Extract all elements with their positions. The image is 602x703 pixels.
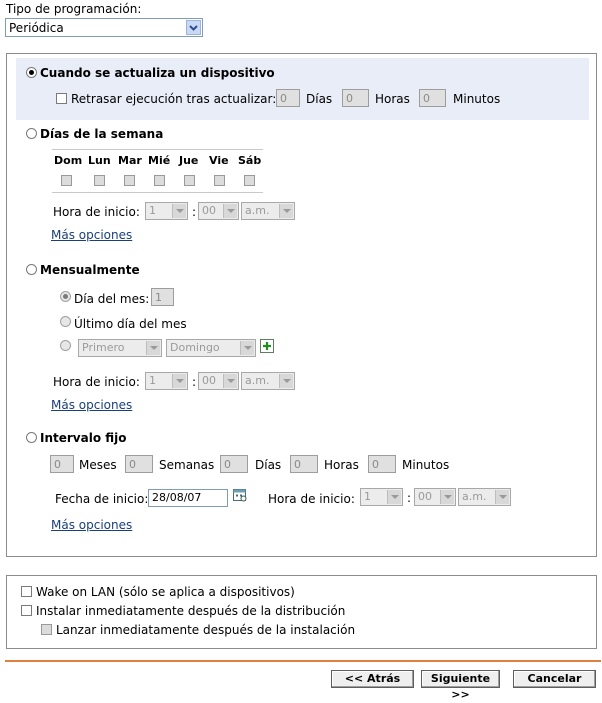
back-button[interactable]: << Atrás — [331, 670, 414, 688]
cancel-button[interactable]: Cancelar — [513, 670, 596, 688]
launch-immediately-label: Lanzar inmediatamente después de la instalación — [56, 623, 356, 637]
interval-hours-label: Horas — [324, 458, 359, 472]
delay-checkbox[interactable] — [56, 93, 67, 104]
delay-hours-label: Horas — [375, 92, 410, 106]
fixed-interval-radio[interactable] — [26, 432, 37, 443]
week-ordinal-select[interactable] — [78, 339, 162, 357]
days-of-week-label: Días de la semana — [40, 127, 164, 141]
weekday-value: Domingo — [170, 341, 220, 354]
chevron-down-icon — [240, 341, 254, 355]
delay-days-input[interactable]: 0 — [276, 89, 300, 107]
interval-minutes-input[interactable]: 0 — [368, 455, 396, 473]
interval-weeks-input[interactable]: 0 — [125, 455, 153, 473]
weekly-ampm-select[interactable] — [241, 202, 295, 220]
interval-months-label: Meses — [79, 458, 117, 472]
calendar-icon[interactable] — [233, 488, 247, 502]
weekly-ampm-value: a.m. — [245, 204, 270, 217]
add-icon[interactable] — [260, 339, 274, 353]
device-refresh-label: Cuando se actualiza un dispositivo — [40, 66, 275, 80]
days-of-week-radio[interactable] — [26, 128, 37, 139]
interval-hours-input[interactable]: 0 — [290, 455, 318, 473]
monthly-hour-select[interactable] — [145, 372, 188, 390]
monthly-label: Mensualmente — [40, 263, 140, 277]
time-separator: : — [192, 205, 197, 219]
monthly-ampm-select[interactable] — [241, 372, 295, 390]
interval-hour-select[interactable] — [360, 488, 403, 506]
interval-minutes-label: Minutos — [402, 458, 450, 472]
start-date-label: Fecha de inicio: — [55, 492, 149, 506]
install-immediately-label: Instalar inmediatamente después de la distribución — [36, 604, 346, 618]
chevron-down-icon — [440, 490, 454, 504]
time-separator: : — [407, 491, 412, 505]
monthly-minute-value: 00 — [202, 374, 216, 387]
monthly-radio[interactable] — [26, 264, 37, 275]
chevron-down-icon[interactable] — [186, 20, 201, 35]
interval-minute-select[interactable] — [414, 488, 456, 506]
weekday-header: Mié — [148, 154, 171, 167]
monthly-ampm-value: a.m. — [245, 374, 270, 387]
weekly-minute-select[interactable] — [198, 202, 239, 220]
interval-ampm-select[interactable] — [458, 488, 511, 506]
weekday-checkbox-thu[interactable] — [184, 175, 195, 186]
weekday-header: Vie — [209, 154, 229, 167]
chevron-down-icon — [146, 341, 160, 355]
weekday-header: Mar — [118, 154, 142, 167]
interval-start-time-label: Hora de inicio: — [268, 492, 355, 506]
weekday-checkbox-sat[interactable] — [244, 175, 255, 186]
delay-label: Retrasar ejecución tras actualizar: — [71, 92, 277, 106]
delay-minutes-label: Minutos — [453, 92, 501, 106]
chevron-down-icon — [495, 490, 509, 504]
chevron-down-icon — [279, 374, 293, 388]
weekday-checkbox-wed[interactable] — [154, 175, 165, 186]
weekly-minute-value: 00 — [202, 204, 216, 217]
interval-days-label: Días — [255, 458, 282, 472]
weekly-start-label: Hora de inicio: — [53, 205, 140, 219]
last-day-label: Último día del mes — [74, 317, 187, 331]
weekday-header: Dom — [54, 154, 83, 167]
install-immediately-checkbox[interactable] — [21, 605, 32, 616]
weekday-header: Jue — [179, 154, 199, 167]
last-day-radio[interactable] — [60, 316, 71, 327]
monthly-minute-select[interactable] — [198, 372, 239, 390]
launch-immediately-checkbox[interactable] — [41, 624, 52, 635]
day-of-month-label: Día del mes: — [74, 292, 150, 306]
footer-divider — [5, 660, 601, 662]
day-of-month-input[interactable]: 1 — [151, 288, 174, 306]
weekly-hour-value: 1 — [149, 204, 156, 217]
wake-on-lan-label: Wake on LAN (sólo se aplica a dispositivos) — [36, 585, 295, 599]
interval-days-input[interactable]: 0 — [220, 455, 248, 473]
time-separator: : — [192, 375, 197, 389]
schedule-type-label: Tipo de programación: — [6, 2, 142, 16]
next-button[interactable]: Siguiente >> — [421, 670, 500, 688]
chevron-down-icon — [172, 204, 186, 218]
chevron-down-icon — [223, 374, 237, 388]
weekday-checkbox-sun[interactable] — [61, 175, 72, 186]
interval-months-input[interactable]: 0 — [50, 455, 74, 473]
schedule-type-value: Periódica — [9, 21, 64, 35]
delay-days-label: Días — [306, 92, 333, 106]
monthly-more-options-link[interactable]: Más opciones — [51, 398, 133, 412]
chevron-down-icon — [172, 374, 186, 388]
schedule-type-select[interactable] — [5, 18, 203, 37]
wake-on-lan-checkbox[interactable] — [21, 586, 32, 597]
interval-minute-value: 00 — [418, 490, 432, 503]
start-date-input[interactable]: 28/08/07 — [148, 489, 228, 507]
monthly-hour-value: 1 — [149, 374, 156, 387]
weekday-checkbox-mon[interactable] — [94, 175, 105, 186]
interval-more-options-link[interactable]: Más opciones — [51, 518, 133, 532]
delay-hours-input[interactable]: 0 — [342, 89, 369, 107]
device-refresh-radio[interactable] — [26, 67, 37, 78]
weekday-checkbox-fri[interactable] — [214, 175, 225, 186]
day-of-month-radio[interactable] — [60, 291, 71, 302]
fixed-interval-label: Intervalo fijo — [40, 431, 127, 445]
chevron-down-icon — [387, 490, 401, 504]
weekly-more-options-link[interactable]: Más opciones — [51, 228, 133, 242]
delay-minutes-input[interactable]: 0 — [419, 89, 446, 107]
chevron-down-icon — [223, 204, 237, 218]
weekday-select[interactable] — [166, 339, 256, 357]
weekday-header: Lun — [88, 154, 111, 167]
weekday-checkbox-tue[interactable] — [124, 175, 135, 186]
interval-weeks-label: Semanas — [159, 458, 215, 472]
weekly-hour-select[interactable] — [145, 202, 188, 220]
monthly-start-label: Hora de inicio: — [53, 375, 140, 389]
weekday-header: Sáb — [238, 154, 262, 167]
chevron-down-icon — [279, 204, 293, 218]
interval-hour-value: 1 — [364, 490, 371, 503]
nth-weekday-radio[interactable] — [60, 340, 71, 351]
interval-ampm-value: a.m. — [462, 490, 487, 503]
week-ordinal-value: Primero — [82, 341, 125, 354]
